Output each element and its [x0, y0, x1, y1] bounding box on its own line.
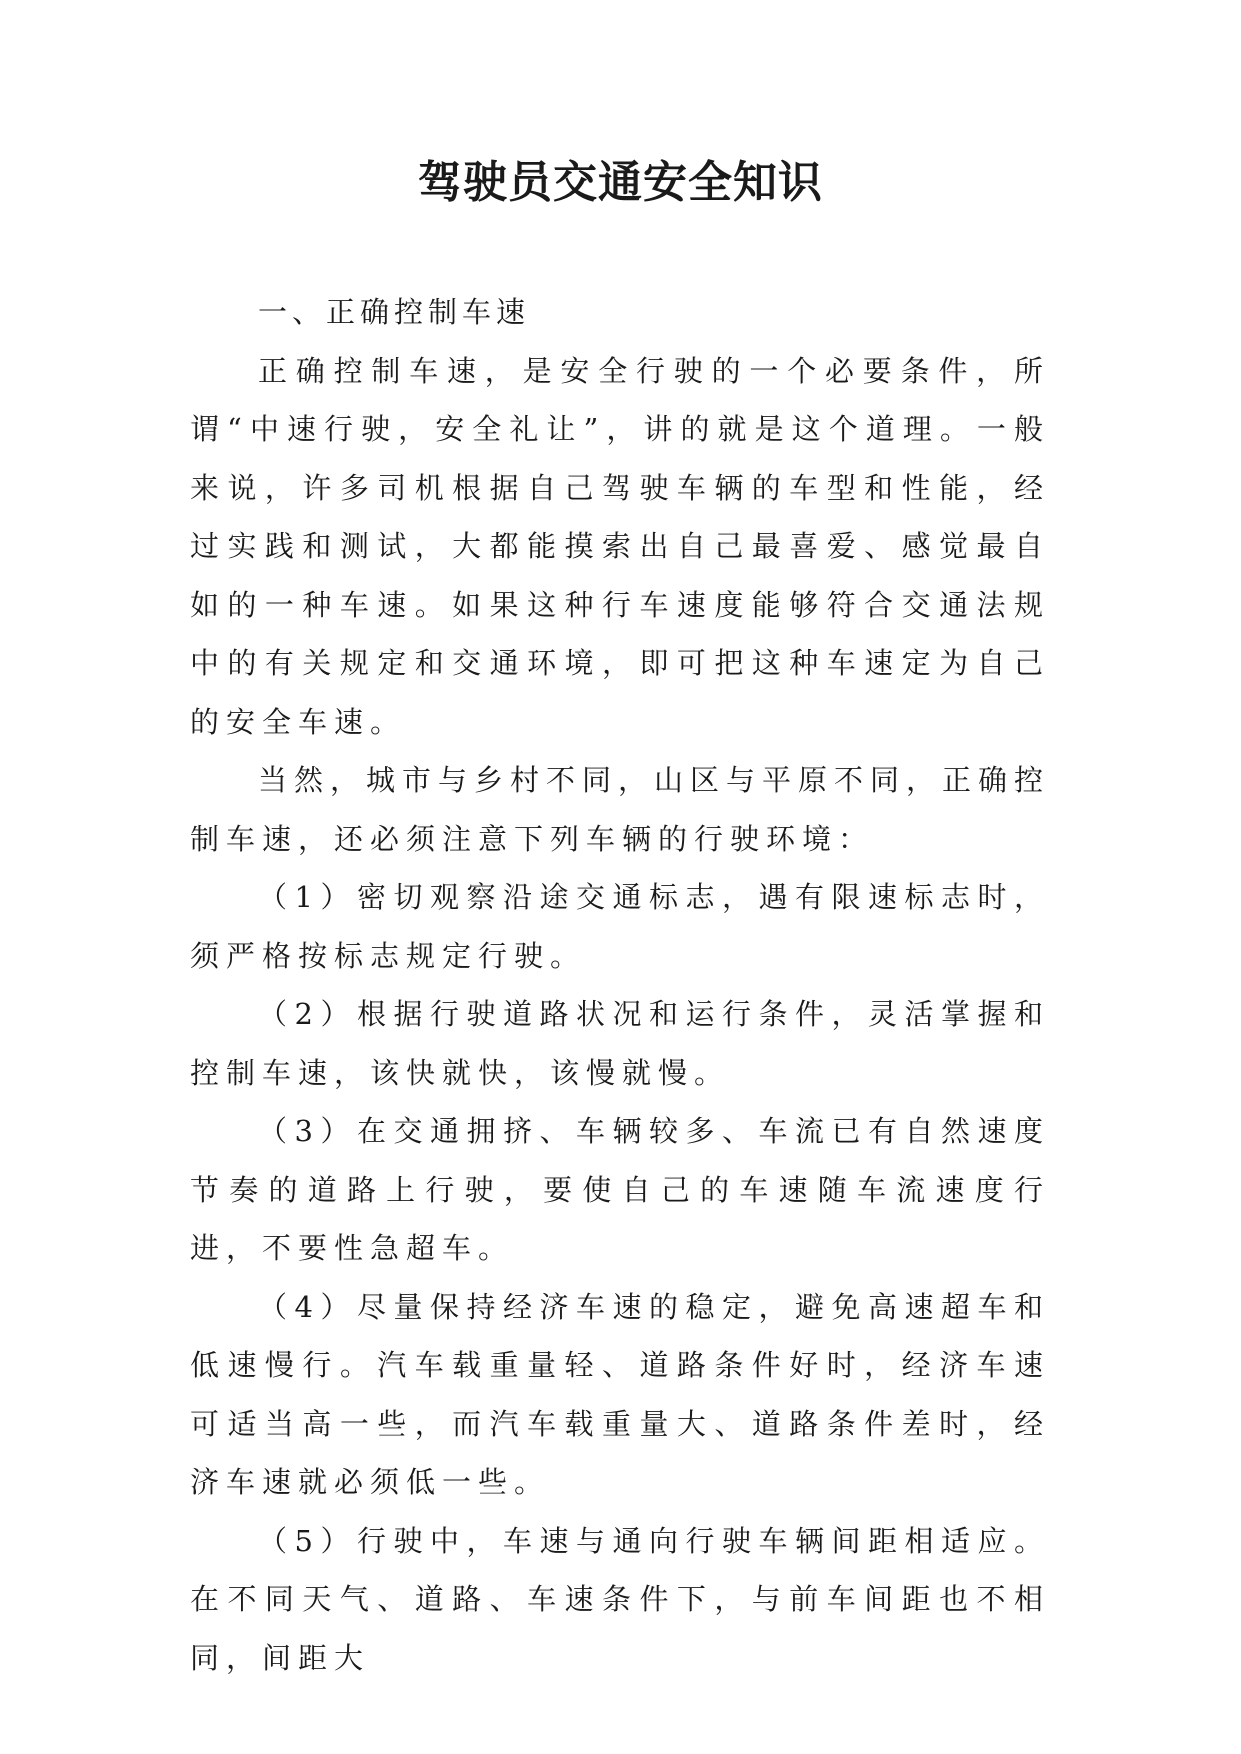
list-item-5: （5）行驶中，车速与通向行驶车辆间距相适应。在不同天气、道路、车速条件下，与前车间距也不相同，间距大 [190, 1523, 1050, 1675]
document-title: 驾驶员交通安全知识 [418, 157, 823, 208]
list-item-2: （2）根据行驶道路状况和运行条件，灵活掌握和控制车速，该快就快，该慢就慢。 [190, 997, 1050, 1090]
section-heading-speed-control: 一、正确控制车速 [258, 295, 531, 329]
document-body [190, 283, 1050, 1687]
list-item-3: （3）在交通拥挤、车辆较多、车流已有自然速度节奏的道路上行驶，要使自己的车速随车流速度行进，不要性急超车。 [190, 1114, 1050, 1265]
paragraph-intro: 正确控制车速，是安全行驶的一个必要条件，所谓“中速行驶，安全礼让”，讲的就是这个道理。一般来说，许多司机根据自己驾驶车辆的车型和性能，经过实践和测试，大都能摸索出自己最喜爱、感觉最自如的一种车速。如果这种行车速度能够符合交通法规中的有关规定和交通环境，即可把这种车速定为自己的安全车速。 [190, 353, 1050, 739]
paragraph-environment: 当然，城市与乡村不同，山区与平原不同，正确控制车速，还必须注意下列车辆的行驶环境： [190, 763, 1051, 856]
list-item-1: （1）密切观察沿途交通标志，遇有限速标志时，须严格按标志规定行驶。 [190, 880, 1050, 973]
list-item-4: （4）尽量保持经济车速的稳定，避免高速超车和低速慢行。汽车载重量轻、道路条件好时，经济车速可适当高一些，而汽车载重量大、道路条件差时，经济车速就必须低一些。 [190, 1289, 1050, 1499]
